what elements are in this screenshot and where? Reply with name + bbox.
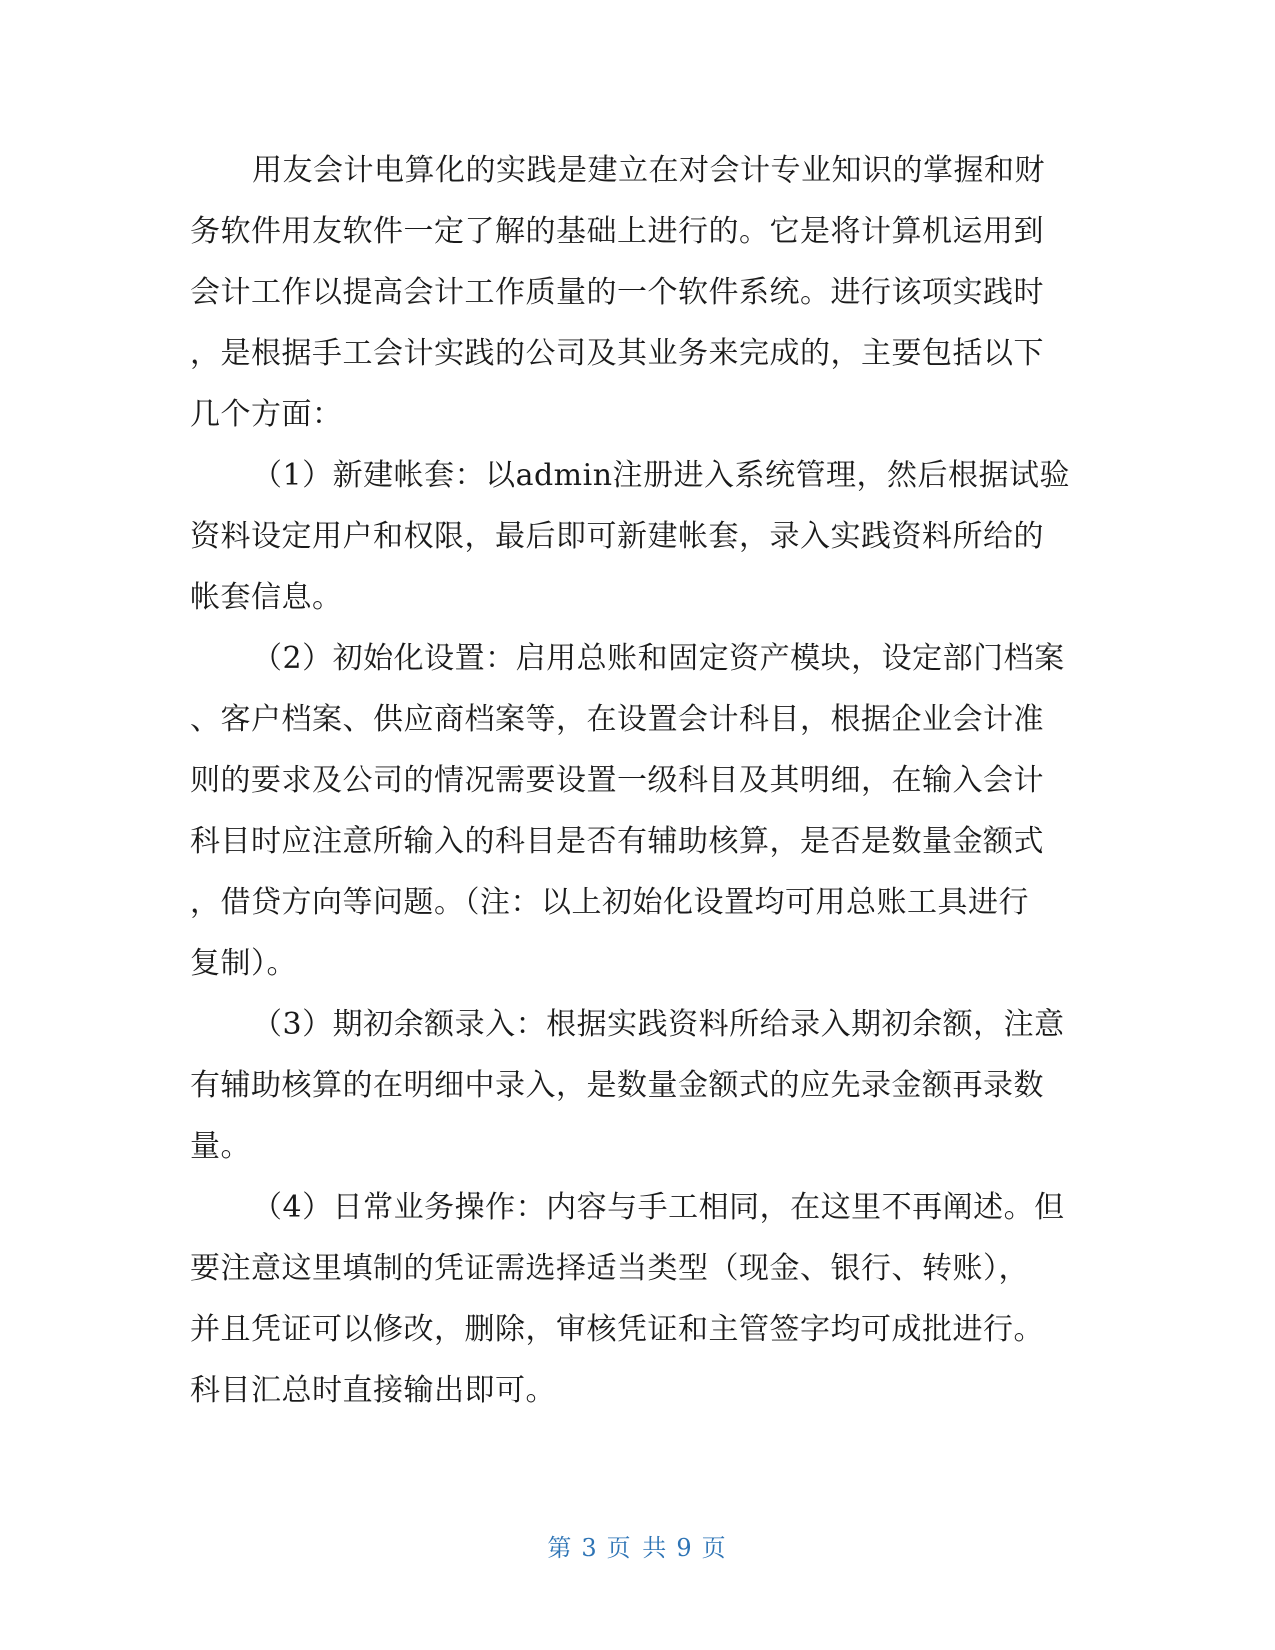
text-line: （4）日常业务操作：内容与手工相同，在这里不再阐述。但 xyxy=(252,1190,1065,1225)
text-line: （1）新建帐套：以admin注册进入系统管理，然后根据试验 xyxy=(252,458,1071,493)
text-line: 复制）。 xyxy=(190,946,297,981)
text-line: 、客户档案、供应商档案等，在设置会计科目，根据企业会计准 xyxy=(190,702,1044,737)
page-label-suffix: 页 xyxy=(701,1534,728,1562)
text-line: 资料设定用户和权限，最后即可新建帐套，录入实践资料所给的 xyxy=(190,519,1044,554)
paragraph-item-4 xyxy=(190,1177,1070,1421)
text-line: 科目汇总时直接输出即可。 xyxy=(190,1373,556,1408)
text-line: 科目时应注意所输入的科目是否有辅助核算，是否是数量金额式 xyxy=(190,824,1044,859)
page-footer xyxy=(0,1528,1275,1563)
text-line: 并且凭证可以修改，删除，审核凭证和主管签字均可成批进行。 xyxy=(190,1312,1044,1347)
text-line: （2）初始化设置：启用总账和固定资产模块，设定部门档案 xyxy=(252,641,1065,676)
text-line: 用友会计电算化的实践是建立在对会计专业知识的掌握和财 xyxy=(252,153,1045,188)
text-line: 有辅助核算的在明细中录入，是数量金额式的应先录金额再录数 xyxy=(190,1068,1044,1103)
total-pages-number: 9 xyxy=(676,1534,694,1562)
text-line: 帐套信息。 xyxy=(190,580,343,615)
text-line: 会计工作以提高会计工作质量的一个软件系统。进行该项实践时 xyxy=(190,275,1044,310)
page-label-prefix: 第 xyxy=(547,1534,574,1562)
paragraph-item-2 xyxy=(190,628,1070,994)
current-page-number: 3 xyxy=(581,1534,599,1562)
text-line: ，是根据手工会计实践的公司及其业务来完成的，主要包括以下 xyxy=(190,336,1044,371)
text-line: （3）期初余额录入：根据实践资料所给录入期初余额，注意 xyxy=(252,1007,1065,1042)
paragraph-item-3 xyxy=(190,994,1070,1177)
document-body xyxy=(190,140,1070,1421)
text-line: 则的要求及公司的情况需要设置一级科目及其明细，在输入会计 xyxy=(190,763,1044,798)
text-line: 务软件用友软件一定了解的基础上进行的。它是将计算机运用到 xyxy=(190,214,1044,249)
text-line: 几个方面： xyxy=(190,397,343,432)
text-line: ，借贷方向等问题。（注：以上初始化设置均可用总账工具进行 xyxy=(190,885,1029,920)
paragraph-intro xyxy=(190,140,1070,445)
paragraph-item-1 xyxy=(190,445,1070,628)
text-line: 量。 xyxy=(190,1129,251,1164)
page-label-mid: 页 共 xyxy=(606,1534,669,1562)
text-line: 要注意这里填制的凭证需选择适当类型（现金、银行、转账）， xyxy=(190,1251,1029,1286)
